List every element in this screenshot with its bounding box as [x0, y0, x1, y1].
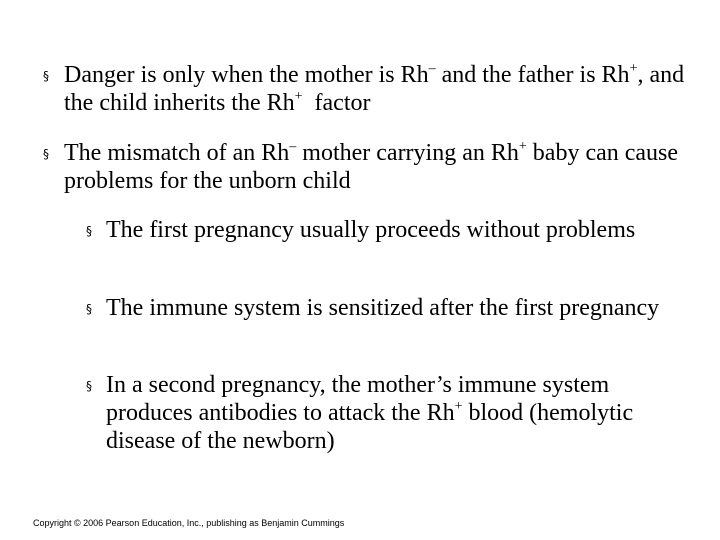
- bullet-rh-danger: [43, 61, 703, 117]
- sub-bullet-immune-sensitized: [86, 294, 696, 322]
- bullet-rh-mismatch: [43, 139, 703, 195]
- bullet-text: The first pregnancy usually proceeds without problems: [106, 217, 636, 243]
- rh-negative-sign: –: [289, 139, 297, 154]
- rh-positive-sign: +: [294, 89, 303, 104]
- copyright-footer: Copyright © 2006 Pearson Education, Inc., publishing as Benjamin Cummings: [33, 518, 345, 528]
- sub-bullet-first-pregnancy: [86, 216, 696, 244]
- bullet-text: The immune system is sensitized after the first pregnancy: [106, 295, 660, 321]
- rh-positive-sign: +: [454, 399, 463, 414]
- bullet-marker-icon: §: [43, 69, 49, 83]
- rh-negative-sign: –: [428, 61, 436, 76]
- bullet-marker-icon: §: [86, 302, 92, 316]
- bullet-text: The mismatch of an Rh– mother carrying an Rh+ baby can cause problems for the unborn child: [64, 139, 679, 194]
- rh-positive-sign: +: [629, 61, 638, 76]
- bullet-text: Danger is only when the mother is Rh– and the father is Rh+, and the child inherits the Rh+ factor: [64, 61, 685, 116]
- rh-positive-sign: +: [518, 139, 527, 154]
- sub-bullet-second-pregnancy: [86, 371, 696, 455]
- bullet-marker-icon: §: [86, 224, 92, 238]
- bullet-text: In a second pregnancy, the mother’s immune system produces antibodies to attack the Rh+ blood (hemolytic disease of the newborn): [106, 372, 634, 454]
- bullet-marker-icon: §: [43, 147, 49, 161]
- bullet-marker-icon: §: [86, 379, 92, 393]
